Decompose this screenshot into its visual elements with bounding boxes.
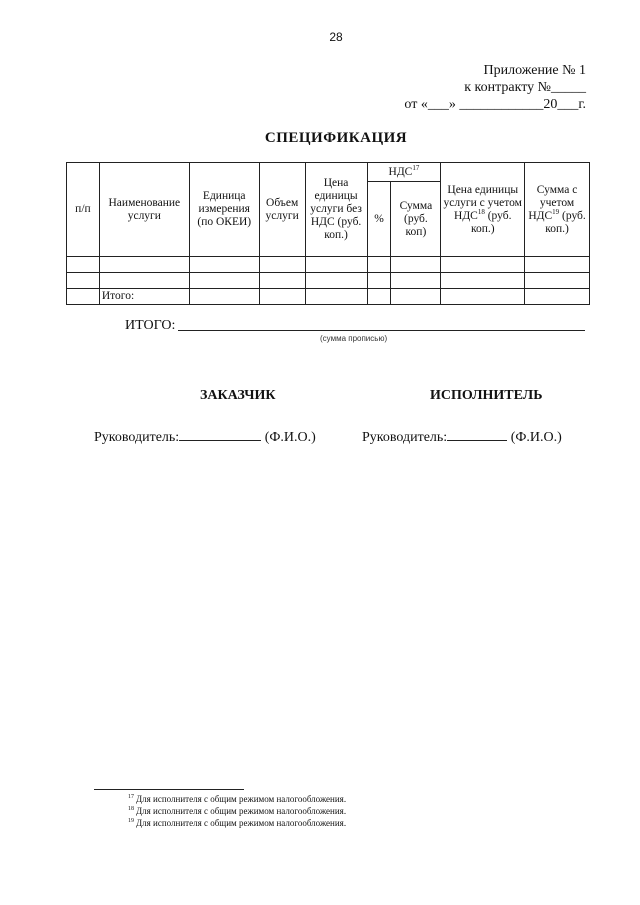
- header-price-with-vat-footnote-ref: 18: [477, 207, 485, 216]
- header-sum-with-vat-label: Сумма с учетом НДС: [528, 183, 578, 222]
- itogo-caption: (сумма прописью): [320, 334, 388, 343]
- appendix-title: Приложение № 1: [483, 63, 586, 78]
- customer-title: ЗАКАЗЧИК: [200, 388, 276, 403]
- header-vat: [367, 163, 441, 182]
- total-label: Итого:: [99, 289, 189, 305]
- header-price-no-vat: Цена единицы услуги без НДС (руб. коп.): [305, 163, 367, 257]
- header-price-with-vat-label: Цена единицы услуги с учетом НДС: [443, 183, 522, 222]
- header-vat-sum: Сумма (руб. коп): [391, 182, 441, 257]
- itogo-label: ИТОГО:: [125, 318, 176, 333]
- footnotes: [128, 793, 346, 829]
- footnote-divider: [94, 789, 244, 790]
- page-number: 28: [329, 30, 343, 44]
- specification-table: [66, 162, 590, 305]
- executor-title: ИСПОЛНИТЕЛЬ: [430, 388, 543, 403]
- itogo-fill-line: [178, 330, 585, 331]
- customer-sign-label: Руководитель:: [94, 430, 180, 445]
- header-vat-percent: %: [367, 182, 391, 257]
- header-volume: Объем услуги: [259, 163, 305, 257]
- customer-signature: [94, 428, 316, 446]
- header-vat-footnote-ref: 17: [412, 163, 420, 172]
- header-price-with-vat-unit: (руб. коп.): [470, 209, 512, 235]
- executor-signature: [362, 428, 562, 446]
- footnote-item: $^{18}$ Для исполнителя с общим режимом налогообложения.: [128, 806, 347, 816]
- footnote-item: $^{17}$ Для исполнителя с общим режимом налогообложения.: [128, 794, 347, 804]
- executor-sign-blank: [447, 428, 507, 441]
- table-row: [67, 257, 590, 273]
- header-sum-with-vat-unit: (руб. коп.): [545, 209, 586, 235]
- executor-sign-fio: (Ф.И.О.): [510, 430, 562, 445]
- table-row: [67, 273, 590, 289]
- customer-sign-fio: (Ф.И.О.): [264, 430, 316, 445]
- contract-date-line: от «___» ____________20___г.: [404, 97, 586, 112]
- footnote-item: $^{19}$ Для исполнителя с общим режимом налогообложения.: [128, 818, 347, 828]
- executor-sign-label: Руководитель:: [362, 430, 448, 445]
- table-total-row: [67, 289, 590, 305]
- document-title: СПЕЦИФИКАЦИЯ: [264, 130, 408, 146]
- header-sum-with-vat: [525, 163, 590, 257]
- header-service-name: Наименование услуги: [99, 163, 189, 257]
- header-unit: Единица измерения (по ОКЕИ): [189, 163, 259, 257]
- appendix-block: [404, 62, 586, 113]
- customer-sign-blank: [179, 428, 261, 441]
- header-vat-label: НДС: [388, 165, 413, 178]
- header-sum-with-vat-footnote-ref: 19: [552, 207, 560, 216]
- contract-number-line: к контракту №_____: [464, 80, 586, 95]
- header-price-with-vat: [441, 163, 525, 257]
- header-num: п/п: [67, 163, 100, 257]
